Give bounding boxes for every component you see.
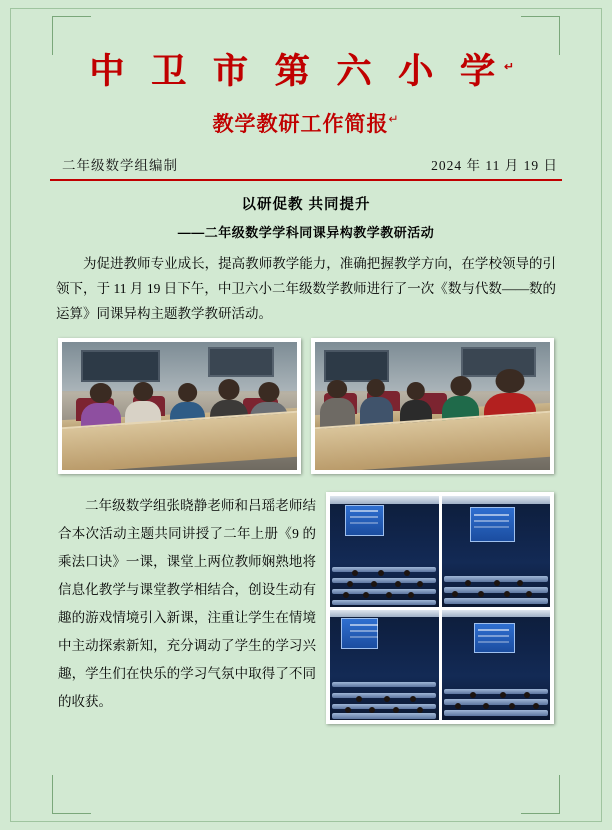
document-content [48, 26, 564, 724]
subtitle-text: 教学教研工作简报 [212, 113, 389, 136]
photo-meeting-left [58, 338, 301, 474]
masthead-title [48, 26, 564, 94]
photo-row-top [48, 338, 564, 474]
issue-info-row [48, 154, 564, 174]
photo-image [315, 342, 550, 470]
photo-image [330, 496, 439, 607]
photo-image [442, 610, 551, 721]
photo-meeting-right [311, 338, 554, 474]
paragraph-mark-icon: ↵ [503, 59, 523, 74]
corner-bracket-bottom-right [521, 775, 560, 814]
lower-section [48, 492, 564, 724]
paragraph-two: 二年级数学组张晓静老师和吕瑶老师结合本次活动主题共同讲授了二年上册《9 的乘法口诀》一课，课堂上两位教师娴熟地将信息化教学与课堂教学相结合，创设生动有趣的游戏情境引入新课，注重让学生在情境中主动探索新知，充分调动了学生的学习兴趣，学生们在快乐的学习气氛中取得了不同的收获。 [58, 498, 316, 709]
paragraph-one: 为促进教师专业成长，提高教师教学能力，准确把握教学方向，在学校领导的引领下，于 11 月 19 日下午，中卫六小二年级数学教师进行了一次《数与代数——数的运算》同课异构主题教学教研活动。 [56, 256, 556, 321]
article-subtitle: ——二年级数学学科同课异构教学教研活动 [177, 225, 435, 240]
masthead-text: 中 卫 市 第 六 小 学 [89, 52, 504, 91]
subtitle-banner [48, 108, 564, 138]
photo-grid-classroom [326, 492, 554, 724]
article-title: 以研促教 共同提升 [241, 197, 371, 213]
photo-image [330, 610, 439, 721]
corner-bracket-bottom-left [52, 775, 91, 814]
photo-image [62, 342, 297, 470]
issue-date: 2024 年 11 月 19 日 [431, 158, 558, 173]
paragraph-mark-icon: ↵ [388, 112, 400, 126]
photo-image [442, 496, 551, 607]
header-divider [50, 179, 562, 181]
editor-label: 二年级数学组编制 [62, 158, 178, 173]
